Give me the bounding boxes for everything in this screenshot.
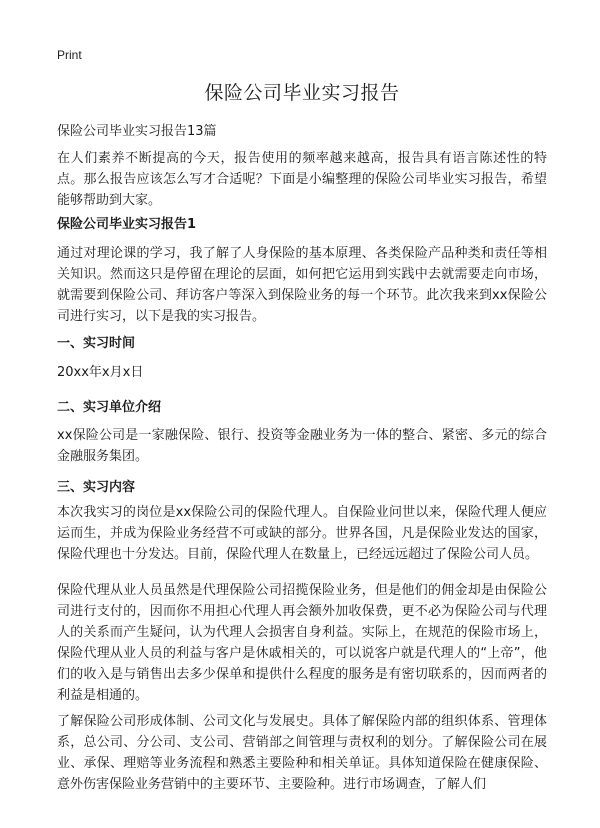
internship-content-paragraph-1: 本次我实习的岗位是xx保险公司的保险代理人。自保险业问世以来，保险代理人便应运而生，并成为保险业务经营不可或缺的部分。世界各国，凡是保险业发达的国家，保险代理也十分发达。目前，保险代理人在数量上，已经远远超过了保险公司人员。 <box>57 505 547 562</box>
internship-time-value: 20xx年x月x日 <box>57 365 144 380</box>
internship-content-paragraph-3: 了解保险公司形成体制、公司文化与发展史。具体了解保险内部的组织体系、管理体系，总公司、分公司、支公司、营销部之间管理与责权利的划分。了解保险公司在展业、承保、理赔等业务流程和熟悉主要险种和相关单证。具体知道保险在健康保险、意外伤害保险业务营销中的主要环节、主要险种。进行市场调查，了解人们 <box>57 714 547 792</box>
internship-unit-paragraph: xx保险公司是一家融保险、银行、投资等金融业务为一体的整合、紧密、多元的综合金融服务集团。 <box>57 428 547 464</box>
section-heading-report-1: 保险公司毕业实习报告1 <box>57 217 197 232</box>
report-1-paragraph: 通过对理论课的学习，我了解了人身保险的基本原理、各类保险产品种类和责任等相关知识。然而这只是停留在理论的层面，如何把它运用到实践中去就需要走向市场，就需要到保险公司、拜访客户等深入到保险业务的每一个环节。此次我来到xx保险公司进行实习，以下是我的实习报告。 <box>57 246 547 324</box>
document-subtitle: 保险公司毕业实习报告13篇 <box>57 124 217 139</box>
intro-paragraph: 在人们素养不断提高的今天，报告使用的频率越来越高，报告具有语言陈述性的特点。那么报告应该怎么写才合适呢？下面是小编整理的保险公司毕业实习报告，希望能够帮助到大家。 <box>57 151 547 208</box>
heading-internship-time: 一、实习时间 <box>57 336 136 351</box>
heading-internship-unit: 二、实习单位介绍 <box>57 400 162 415</box>
print-link[interactable]: Print <box>57 48 82 62</box>
page-title: 保险公司毕业实习报告 <box>204 82 400 104</box>
internship-content-paragraph-2: 保险代理从业人员虽然是代理保险公司招揽保险业务，但是他们的佣金却是由保险公司进行支付的，因而你不用担心代理人再会额外加收保费，更不必为保险公司与代理人的关系而产生疑问，认为代理人会损害自身利益。实际上，在规范的保险市场上，保险代理从业人员的利益与客户是休戚相关的，可以说客户就是代理人的“上帝”，他们的收入是与销售出去多少保单和提供什么程度的服务是有密切联系的，因而两者的利益是相通的。 <box>57 583 547 703</box>
heading-internship-content: 三、实习内容 <box>57 480 136 495</box>
